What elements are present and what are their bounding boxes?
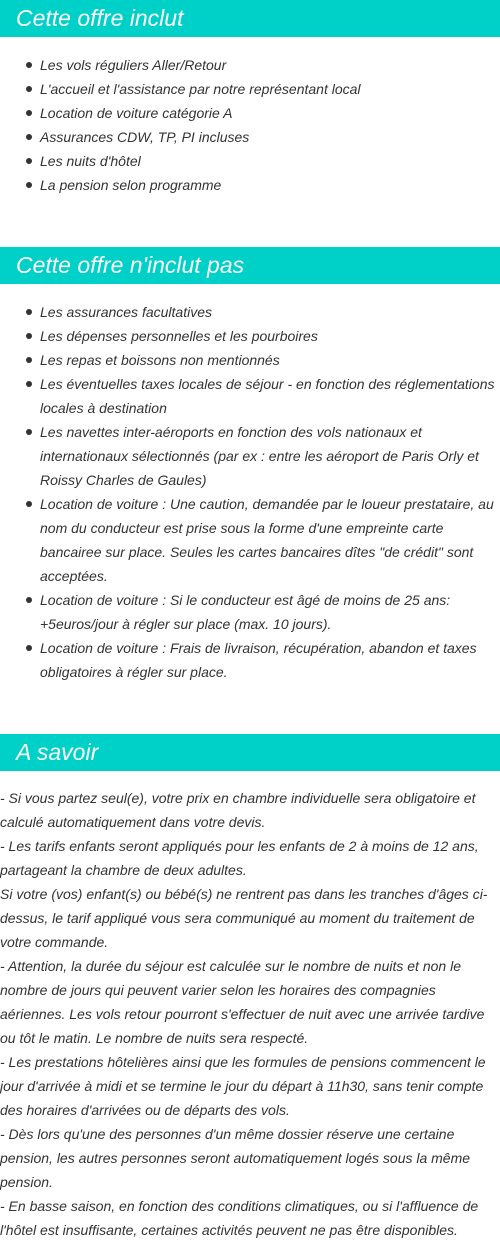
list-item: Les dépenses personnelles et les pourboires	[0, 324, 500, 348]
info-paragraph: - En basse saison, en fonction des conditions climatiques, ou si l'affluence de l'hôtel est insuffisante, certaines activités peuvent ne pas être disponibles.	[0, 1198, 479, 1238]
info-paragraph: - Les prestations hôtelières ainsi que les formules de pensions commencent le jour d'arrivée à midi et se termine le jour du départ à 11h30, sans tenir compte des horaires d'arrivées ou de départs des vols.	[0, 1054, 486, 1118]
list-item: L'accueil et l'assistance par notre représentant local	[0, 77, 500, 101]
list-item: Location de voiture : Frais de livraison, récupération, abandon et taxes obligatoires à régler sur place.	[0, 636, 500, 684]
list-item: La pension selon programme	[0, 173, 500, 197]
included-list	[0, 37, 500, 197]
list-item: Les éventuelles taxes locales de séjour - en fonction des réglementations locales à destination	[0, 372, 500, 420]
good-to-know-text	[0, 771, 500, 1242]
list-item: Location de voiture : Une caution, demandée par le loueur prestataire, au nom du conducteur est prise sous la forme d'une empreinte carte bancairee sur place. Seules les cartes bancaires dîtes "de crédit" sont acceptées.	[0, 492, 500, 588]
not-included-section	[0, 247, 500, 684]
list-item: Les navettes inter-aéroports en fonction des vols nationaux et internationaux sélectionnés (par ex : entre les aéroport de Paris Orly et Roissy Charles de Gaules)	[0, 420, 500, 492]
list-item: Les nuits d'hôtel	[0, 149, 500, 173]
list-item: Assurances CDW, TP, PI incluses	[0, 125, 500, 149]
list-item: Les assurances facultatives	[0, 300, 500, 324]
not-included-list	[0, 284, 500, 684]
good-to-know-heading: A savoir	[0, 734, 500, 771]
list-item: Les vols réguliers Aller/Retour	[0, 53, 500, 77]
info-paragraph: - Attention, la durée du séjour est calculée sur le nombre de nuits et non le nombre de jours qui peuvent varier selon les horaires des compagnies aériennes. Les vols retour pourront s'effectuer de nuit avec une arrivée tardive ou tôt le matin. Le nombre de nuits sera respecté.	[0, 958, 485, 1046]
list-item: Location de voiture catégorie A	[0, 101, 500, 125]
info-paragraph: - Les tarifs enfants seront appliqués pour les enfants de 2 à moins de 12 ans, partageant la chambre de deux adultes.	[0, 838, 479, 878]
good-to-know-section	[0, 734, 500, 1242]
not-included-heading: Cette offre n'inclut pas	[0, 247, 500, 284]
info-paragraph: - Si vous partez seul(e), votre prix en chambre individuelle sera obligatoire et calculé automatiquement dans votre devis.	[0, 790, 476, 830]
included-section	[0, 0, 500, 197]
included-heading: Cette offre inclut	[0, 0, 500, 37]
info-paragraph: - Dès lors qu'une des personnes d'un même dossier réserve une certaine pension, les autres personnes seront automatiquement logés sous la même pension.	[0, 1126, 471, 1190]
list-item: Les repas et boissons non mentionnés	[0, 348, 500, 372]
info-paragraph: Si votre (vos) enfant(s) ou bébé(s) ne rentrent pas dans les tranches d'âges ci-dessus, le tarif appliqué vous sera communiqué au moment du traitement de votre commande.	[0, 886, 488, 950]
list-item: Location de voiture : Si le conducteur est âgé de moins de 25 ans: +5euros/jour à régler sur place (max. 10 jours).	[0, 588, 500, 636]
